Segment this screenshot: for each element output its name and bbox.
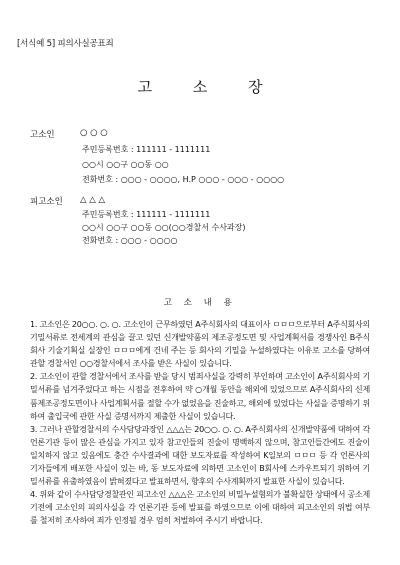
accused-phone: 전화번호 : ○○○ - ○○○○ — [82, 236, 178, 245]
paragraph: 2. 고소인이 관할 경찰서에서 조사를 받을 당시 범죄사실을 강력히 부인하며 고소인이 A주식회사의 기밀서류를 넘겨주었다고 하는 시점을 전후하여 약 ○개월 동안을 해외에 있었으므로 A주식회사의 신제품제조공정도면이나 사업계획서를 절할 수가 없었음을 진술하고, 해외에 있었다는 사실을 증명하기 위하여 출입국에 관한 사실 증명서까지 제출한 사실이 있습니다. — [30, 372, 370, 421]
document-title: 고 소 장 — [137, 78, 281, 96]
complainant-id-number: 주민등록번호 : 111111 - 1111111 — [82, 145, 211, 154]
accused-id-number: 주민등록번호 : 111111 - 1111111 — [82, 210, 211, 219]
form-label: [서식예 5] 피의사실공표죄 — [17, 39, 114, 49]
paragraph: 1. 고소인은 20○○. ○. ○. 고소인이 근무하였던 A주식회사의 대표이사 ㅁㅁㅁ으로부터 A주식회사의 기밀서류로 전세계의 관심을 끌고 있던 신개발약품의 제조공정도면 및 사업계획서를 경쟁사인 B주식회사 기술기획실 실장인 ㅁㅁㅁ에게 건네 주는 등 회사의 기밀을 누설하였다는 이유로 고소를 당하여 관할 경찰서인 ○○경찰서에서 조사를 받은 사실이 있습니다. — [30, 320, 370, 369]
complainant-phone: 전화번호 : ○○○ - ○○○○, H.P ○○○ - ○○○ - ○○○○ — [82, 175, 285, 184]
complainant-role: 고소인 — [30, 130, 55, 140]
paragraph: 4. 위와 같이 수사담당경찰관인 피고소인 △△△은 고소인의 비밀누설혐의가 불확실한 상태에서 공소제기전에 고소인의 피의사실을 각 언론기관 등에 발표를 하였으므로 이에 대하여 피고소인의 위법 여부를 철저히 조사하여 죄가 인정될 경우 엄히 처벌하여 주시기 바랍니다. — [30, 490, 370, 526]
complainant-name: ○ ○ ○ — [80, 128, 108, 138]
accused-role: 피고소인 — [30, 197, 63, 207]
accused-address: ○○시 ○○구 ○○동 ○○(○○경찰서 수사과장) — [82, 223, 246, 232]
accused-name: △ △ △ — [80, 195, 106, 205]
paragraph: 3. 그러나 관할경찰서의 수사담당과장인 △△△는 20○○. ○. ○. A주식회사의 신개발약품에 대하여 각 언론기관 등이 많은 관심을 가지고 있자 참고인들의 진술이 명백하지 않으며, 참고인들간에도 진술이 일치하지 않고 있음에도 충간 수사결과에 대한 보도자료를 작성하여 K일보의 ㅁㅁㅁ 등 각 언론사의 기자들에게 배포한 사실이 있는 바, 동 보도자료에 의하면 고소인이 B회사에 스카우트되기 위하여 기밀서류를 유출하였음이 밝혀졌다고 발표하면서, 향후의 수사계획까지 발표한 사실이 있습니다. — [30, 424, 370, 487]
complaint-body — [30, 318, 370, 528]
section-heading: 고 소 내 용 — [163, 298, 237, 308]
complainant-address: ○○시 ○○구 ○○동 ○○ — [82, 160, 169, 169]
